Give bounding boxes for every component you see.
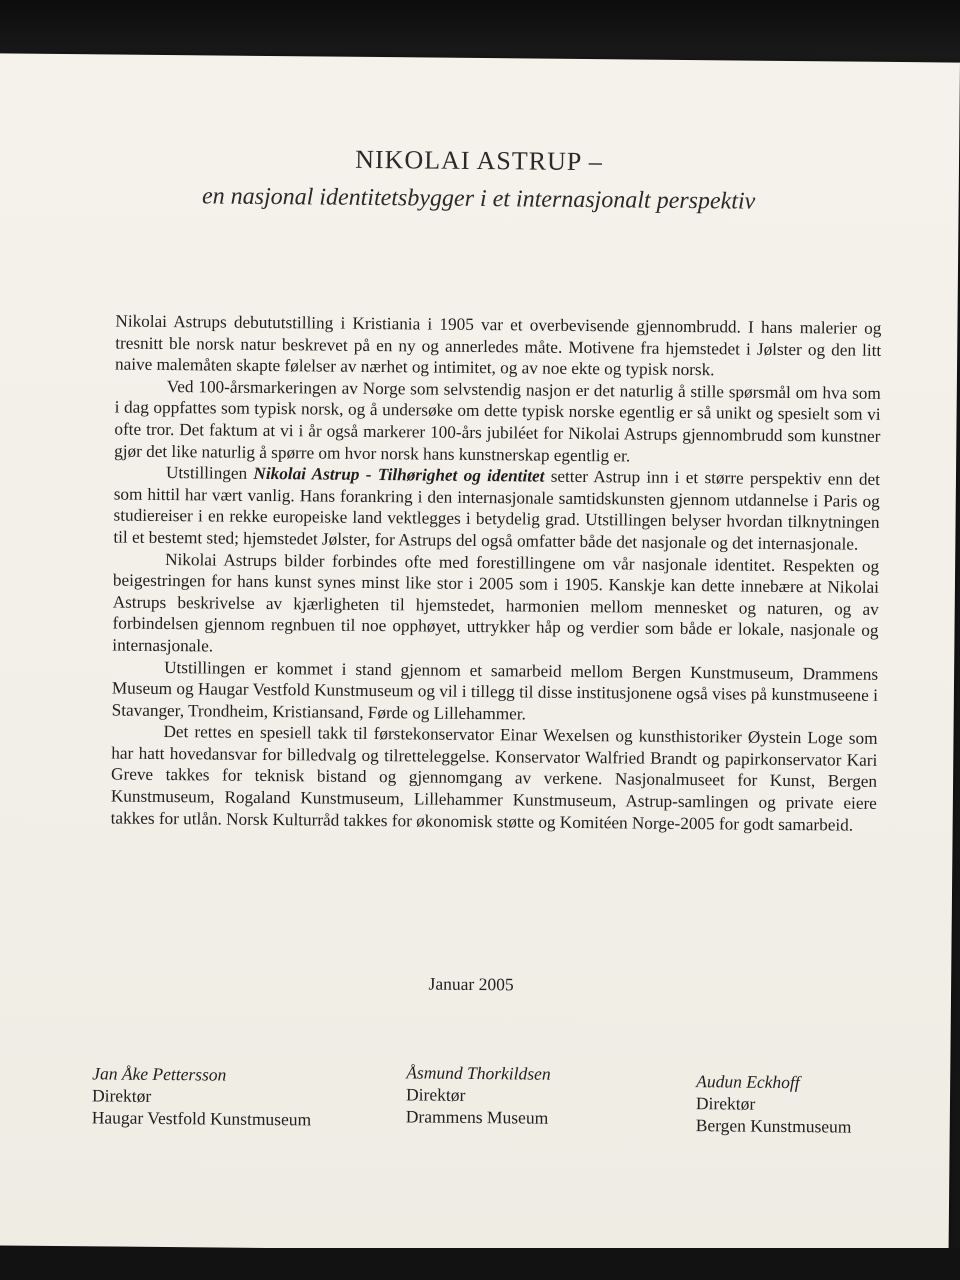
signatory-role: Direktør [405, 1084, 466, 1105]
document-subtitle: en nasjonal identitetsbygger i et internasjonalt perspektiv [201, 183, 756, 215]
signature-block-2 [406, 1061, 551, 1128]
paragraph-text: Nikolai Astrups bilder forbindes ofte med forestillingene om vår nasjonale identitet. Respekten og beigestringen for hans kunst synes minst like stor i 2005 som i 1905. Kanskje kan dette innebære at Nikolai Astrups beskrivelse av kjærligheten til hjemstedet, harmonien mellom mennesket og naturen, og av forbindelsen gjennom regnbuen til noe opphøyet, uttrykker håp og verdier som både er lokale, nasjonale og internasjonale. [112, 549, 880, 656]
paragraph-3 [113, 462, 880, 556]
paragraph-text: Utstillingen er kommet i stand gjennom et samarbeid mellom Bergen Kunstmuseum, Drammens Museum og Haugar Vestfold Kunstmuseum og vil i tillegg til disse institusjonene også vises på kunstmuseene i Stavanger, Trondheim, Kristiansand, Førde og Lillehammer. [111, 657, 879, 724]
paragraph-6 [111, 721, 878, 836]
signatory-role: Direktør [91, 1085, 152, 1106]
body-text [111, 311, 882, 837]
signatory-name: Jan Åke Pettersson [92, 1063, 227, 1085]
paragraph-text: Det rettes en spesiell takk til førstekonservator Einar Wexelsen og kunsthistoriker Øystein Loge som har hatt hovedansvar for billedvalg og tilretteleggelse. Konservator Walfried Brandt og papirkonservator Kari Greve takkes for teknisk bistand og gjennomgang av verkene. Nasjonalmuseet for Kunst, Bergen Kunstmuseum, Rogaland Kunstmuseum, Lillehammer Kunstmuseum, Astrup-samlingen og private eiere takkes for utlån. Norsk Kulturråd takkes for økonomisk støtte og Komitéen Norge-2005 for godt samarbeid. [110, 722, 878, 835]
signatory-role: Direktør [695, 1093, 756, 1114]
paragraph-5 [112, 656, 879, 728]
paragraph-text: Nikolai Astrups debututstilling i Kristiania i 1905 var et overbevisende gjennombrudd. I hans malerier og tresnitt ble norsk natur beskrevet på en ny og annerledes måte. Motivene fra hjemstedet i Jølster og den litt naive malemåten skapte følelser av nærhet og intimitet, og av noe ekte og typisk norsk. [114, 311, 882, 380]
paragraph-text: Ved 100-årsmarkeringen av Norge som selvstendig nasjon er det naturlig å stille spørsmål om hva som i dag oppfattes som typisk norsk, og å undersøke om dette typisk norske egentlig er så unikt og spesielt som vi ofte tror. Det faktum at vi i år også markerer 100-års jubiléet for Nikolai Astrups gjennombrudd som kunstner gjør det like naturlig å spørre om hvor norsk hans kunstnerskap egentlig er. [114, 376, 881, 466]
signature-block-3 [696, 1070, 852, 1137]
signatory-organization: Haugar Vestfold Kunstmuseum [91, 1107, 312, 1130]
document-page [0, 53, 960, 1254]
signature-block-1 [92, 1062, 312, 1130]
exhibition-title: Nikolai Astrup - Tilhørighet og identitet [253, 464, 545, 486]
paragraph-text: setter Astrup inn i et større perspektiv enn det som hittil har vært vanlig. Hans forankring i den internasjonale samtidskunsten gjennom utdannelse i Paris og studiereiser i en rekke europeiske land vektlegges i betydelig grad. Utstillingen belyser hvordan tilknytningen til et bestemt sted; hjemstedet Jølster, for Astrups del også omfatter både det nasjonale og det internasjonale. [113, 466, 881, 554]
signatory-name: Audun Eckhoff [696, 1071, 800, 1093]
document-title: NIKOLAI ASTRUP – [355, 144, 603, 177]
signatory-organization: Drammens Museum [405, 1106, 549, 1128]
paragraph-text: Utstillingen [165, 463, 254, 484]
paragraph-4 [112, 548, 879, 663]
signatory-name: Åsmund Thorkildsen [406, 1062, 551, 1084]
paragraph-1 [115, 311, 882, 383]
signatory-organization: Bergen Kunstmuseum [695, 1115, 852, 1137]
document-date: Januar 2005 [428, 973, 514, 995]
background-surface-bottom [0, 1248, 960, 1280]
paragraph-2 [114, 375, 881, 469]
